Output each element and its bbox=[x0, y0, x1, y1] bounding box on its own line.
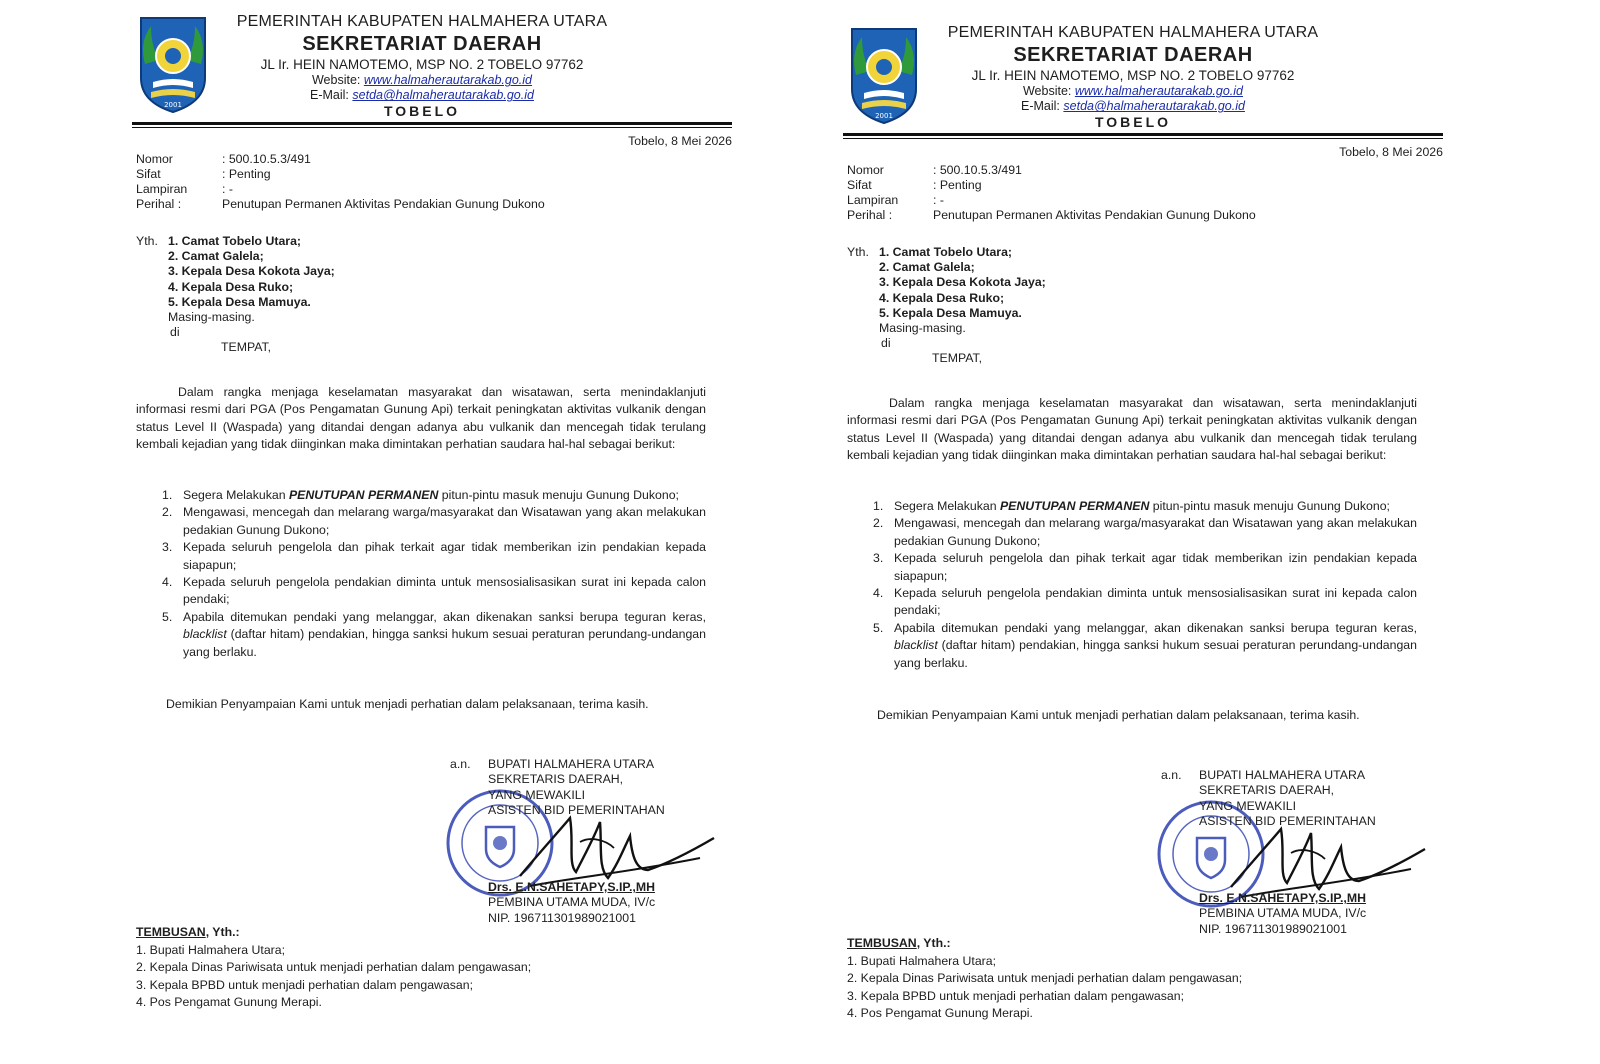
signatory-rank: PEMBINA UTAMA MUDA, IV/c bbox=[1199, 906, 1367, 921]
list-item bbox=[873, 550, 1417, 585]
meta-row bbox=[847, 163, 1427, 178]
instruction-list bbox=[162, 487, 706, 661]
closing-sentence: Demikian Penyampaian Kami untuk menjadi perhatian dalam pelaksanaan, terima kasih. bbox=[166, 697, 649, 711]
list-item-text: Kepada seluruh pengelola pendakian diminta untuk mensosialisasikan surat ini kepada calon pendaki; bbox=[183, 575, 706, 607]
letterhead-rule-thin bbox=[132, 127, 732, 128]
email-link[interactable]: setda@halmaherautarakab.go.id bbox=[1063, 99, 1245, 114]
letterhead-rule-thick bbox=[843, 133, 1443, 136]
website-link[interactable]: www.halmaherautarakab.go.id bbox=[363, 73, 533, 88]
list-item-text-pre: Apabila ditemukan pendaki yang melanggar, akan dikenakan sanksi berupa teguran keras, bbox=[894, 620, 1417, 635]
letterhead-rule-thick bbox=[132, 122, 732, 125]
meta-label: Sifat bbox=[136, 167, 161, 181]
body-paragraph bbox=[847, 395, 1417, 465]
city-name: TOBELO bbox=[1094, 114, 1172, 131]
list-item-text: Kepada seluruh pengelola dan pihak terkait agar tidak memberikan izin pendakian kepada siapapun; bbox=[183, 540, 706, 572]
list-item bbox=[162, 539, 706, 574]
meta-value: : - bbox=[222, 182, 233, 196]
list-item bbox=[873, 585, 1417, 620]
meta-value: : Penting bbox=[222, 167, 271, 181]
meta-row bbox=[136, 182, 716, 197]
list-item-number: 3. bbox=[162, 540, 173, 555]
list-item-text-post: (daftar hitam) pendakian, hingga sanksi hukum sesuai peraturan perundang-undangan yang berlaku. bbox=[894, 638, 1417, 670]
list-item-text bbox=[183, 487, 706, 504]
government-name: PEMERINTAH KABUPATEN HALMAHERA UTARA bbox=[236, 13, 608, 30]
recipient-di: di bbox=[170, 325, 180, 340]
logo-year-text: 2001 bbox=[164, 101, 182, 109]
letter-date: Tobelo, 8 Mei 2026 bbox=[628, 134, 732, 148]
letterhead-rule-thin bbox=[843, 138, 1443, 139]
list-item-number: 3. bbox=[873, 551, 884, 566]
list-item-text-pre: Segera Melakukan bbox=[894, 499, 1000, 513]
list-item-text-post: (daftar hitam) pendakian, hingga sanksi hukum sesuai peraturan perundang-undangan yang berlaku. bbox=[183, 627, 706, 659]
instruction-list bbox=[873, 498, 1417, 672]
email-label: E-Mail: bbox=[1021, 99, 1060, 114]
recipient-item: 2. Camat Galela; bbox=[168, 249, 264, 264]
body-paragraph bbox=[136, 384, 706, 454]
signatory-name: Drs. E.N.SAHETAPY,S.IP.,MH bbox=[488, 880, 655, 895]
meta-row bbox=[847, 193, 1427, 208]
signature-line: YANG MEWAKILI bbox=[488, 787, 586, 802]
meta-label: Perihal : bbox=[847, 208, 893, 222]
list-item-text bbox=[894, 498, 1417, 515]
list-item bbox=[162, 609, 706, 661]
recipient-item: 1. Camat Tobelo Utara; bbox=[168, 234, 302, 248]
signature-line: BUPATI HALMAHERA UTARA bbox=[488, 757, 655, 771]
email-line bbox=[204, 88, 640, 103]
list-item-text: Mengawasi, mencegah dan melarang warga/masyarakat dan Wisatawan yang akan melakukan pedakian Gunung Dukono; bbox=[183, 505, 706, 537]
recipient-item: 4. Kepala Desa Ruko; bbox=[879, 290, 1005, 305]
list-item-number: 4. bbox=[162, 575, 173, 590]
signature-an: a.n. bbox=[1161, 768, 1182, 782]
carbon-copy-block bbox=[136, 924, 696, 1012]
recipient-masing: Masing-masing. bbox=[168, 310, 255, 325]
website-line bbox=[204, 73, 640, 88]
meta-label: Sifat bbox=[847, 178, 872, 192]
cc-item: 3. Kepala BPBD untuk menjadi perhatian dalam pengawasan; bbox=[847, 988, 1185, 1003]
closing-sentence: Demikian Penyampaian Kami untuk menjadi perhatian dalam pelaksanaan, terima kasih. bbox=[877, 708, 1360, 722]
recipient-item: 3. Kepala Desa Kokota Jaya; bbox=[879, 275, 1046, 290]
website-label: Website: bbox=[311, 73, 361, 88]
email-link[interactable]: setda@halmaherautarakab.go.id bbox=[352, 88, 534, 103]
recipient-item: 2. Camat Galela; bbox=[879, 260, 975, 275]
halmahera-utara-emblem-logo bbox=[135, 12, 211, 114]
meta-row bbox=[847, 178, 1427, 193]
cc-heading bbox=[136, 924, 696, 942]
list-item bbox=[873, 498, 1417, 515]
letterhead bbox=[843, 11, 1443, 136]
office-name: SEKRETARIAT DAERAH bbox=[302, 33, 542, 56]
recipient-item: 5. Kepala Desa Mamuya. bbox=[168, 294, 311, 309]
signatory-rank: PEMBINA UTAMA MUDA, IV/c bbox=[488, 895, 656, 910]
meta-row bbox=[136, 152, 716, 167]
signature-space bbox=[1199, 829, 1376, 891]
list-item-number: 1. bbox=[873, 499, 884, 513]
recipient-salutation: Yth. bbox=[847, 245, 869, 259]
recipient-salutation: Yth. bbox=[136, 234, 158, 248]
cc-item: 1. Bupati Halmahera Utara; bbox=[847, 953, 997, 968]
signature-line: ASISTEN BID PEMERINTAHAN bbox=[1199, 813, 1376, 828]
list-item-text-pre: Apabila ditemukan pendaki yang melanggar, akan dikenakan sanksi berupa teguran keras, bbox=[183, 609, 706, 624]
list-item-emphasis: PENUTUPAN PERMANEN bbox=[288, 488, 439, 502]
cc-heading bbox=[847, 935, 1407, 953]
recipient-item: 3. Kepala Desa Kokota Jaya; bbox=[168, 264, 335, 279]
cc-title-suffix: , Yth.: bbox=[916, 936, 951, 950]
letter-meta bbox=[847, 163, 1427, 223]
signature-line: ASISTEN BID PEMERINTAHAN bbox=[488, 802, 665, 817]
email-label: E-Mail: bbox=[310, 88, 349, 103]
meta-value: : 500.10.5.3/491 bbox=[933, 163, 1022, 177]
body-paragraph-text: Dalam rangka menjaga keselamatan masyarakat dan wisatawan, serta menindaklanjuti informasi resmi dari PGA (Pos Pengamatan Gunung Api) terkait peningkatan aktivitas vulkanik dengan status Level II (Waspada) yang ditandai dengan adanya abu vulkanik dan mencegah tidak terulang kembali kejadian yang tidak diinginkan maka dimintakan perhatian saudara hal-hal sebagai berikut: bbox=[136, 385, 706, 452]
recipient-di: di bbox=[881, 336, 891, 351]
cc-item: 2. Kepala Dinas Pariwisata untuk menjadi perhatian dalam pengawasan; bbox=[136, 960, 532, 975]
email-line bbox=[915, 99, 1351, 114]
carbon-copy-block bbox=[847, 935, 1407, 1023]
letter-date: Tobelo, 8 Mei 2026 bbox=[1339, 145, 1443, 159]
list-item-number: 5. bbox=[162, 609, 173, 624]
meta-value: Penutupan Permanen Aktivitas Pendakian Gunung Dukono bbox=[933, 208, 1256, 222]
meta-row bbox=[136, 197, 716, 212]
office-address: JL Ir. HEIN NAMOTEMO, MSP NO. 2 TOBELO 97762 bbox=[260, 57, 584, 73]
recipient-masing: Masing-masing. bbox=[879, 321, 966, 336]
list-item-number: 2. bbox=[873, 516, 884, 531]
recipient-block bbox=[847, 245, 1407, 367]
cc-item: 1. Bupati Halmahera Utara; bbox=[136, 942, 286, 957]
meta-value: : 500.10.5.3/491 bbox=[222, 152, 311, 166]
list-item-number: 1. bbox=[162, 488, 173, 502]
cc-item: 2. Kepala Dinas Pariwisata untuk menjadi perhatian dalam pengawasan; bbox=[847, 971, 1243, 986]
meta-value: Penutupan Permanen Aktivitas Pendakian Gunung Dukono bbox=[222, 197, 545, 211]
list-item-text: Mengawasi, mencegah dan melarang warga/masyarakat dan Wisatawan yang akan melakukan pedakian Gunung Dukono; bbox=[894, 516, 1417, 548]
cc-item: 3. Kepala BPBD untuk menjadi perhatian dalam pengawasan; bbox=[136, 977, 474, 992]
recipient-tempat: TEMPAT, bbox=[932, 351, 983, 366]
letter-copy-right bbox=[843, 11, 1443, 1064]
recipient-item: 5. Kepala Desa Mamuya. bbox=[879, 305, 1022, 320]
halmahera-utara-emblem-logo bbox=[846, 23, 922, 125]
list-item-emphasis: PENUTUPAN PERMANEN bbox=[999, 499, 1150, 513]
government-name: PEMERINTAH KABUPATEN HALMAHERA UTARA bbox=[947, 24, 1319, 41]
list-item-italic: blacklist bbox=[183, 627, 227, 642]
recipient-row bbox=[136, 234, 696, 356]
recipient-list bbox=[879, 245, 1046, 367]
cc-title: TEMBUSAN bbox=[847, 936, 917, 950]
body-paragraph-text: Dalam rangka menjaga keselamatan masyarakat dan wisatawan, serta menindaklanjuti informasi resmi dari PGA (Pos Pengamatan Gunung Api) terkait peningkatan aktivitas vulkanik dengan status Level II (Waspada) yang ditandai dengan adanya abu vulkanik dan mencegah tidak terulang kembali kejadian yang tidak diinginkan maka dimintakan perhatian saudara hal-hal sebagai berikut: bbox=[847, 396, 1417, 463]
list-item-number: 4. bbox=[873, 586, 884, 601]
signature-space bbox=[488, 818, 665, 880]
cc-title-suffix: , Yth.: bbox=[205, 925, 240, 939]
meta-value: : - bbox=[933, 193, 944, 207]
list-item-italic: blacklist bbox=[894, 638, 938, 653]
letterhead-text bbox=[915, 23, 1351, 131]
letter-meta bbox=[136, 152, 716, 212]
cc-item: 4. Pos Pengamat Gunung Merapi. bbox=[136, 995, 322, 1010]
meta-label: Nomor bbox=[847, 163, 884, 177]
signatory-name: Drs. E.N.SAHETAPY,S.IP.,MH bbox=[1199, 891, 1366, 906]
logo-year-text: 2001 bbox=[875, 112, 893, 120]
list-item-text-pre: Segera Melakukan bbox=[183, 488, 289, 502]
office-name: SEKRETARIAT DAERAH bbox=[1013, 44, 1253, 67]
website-link[interactable]: www.halmaherautarakab.go.id bbox=[1074, 84, 1244, 99]
meta-label: Perihal : bbox=[136, 197, 182, 211]
signature-text bbox=[488, 757, 665, 926]
recipient-tempat: TEMPAT, bbox=[221, 340, 272, 355]
signatory-nip: NIP. 196711301989021001 bbox=[488, 910, 636, 925]
recipient-item: 4. Kepala Desa Ruko; bbox=[168, 279, 294, 294]
list-item-text bbox=[183, 609, 706, 661]
list-item bbox=[162, 574, 706, 609]
meta-row bbox=[847, 208, 1427, 223]
letterhead-text bbox=[204, 12, 640, 120]
signature-line: YANG MEWAKILI bbox=[1199, 798, 1297, 813]
signature-line: BUPATI HALMAHERA UTARA bbox=[1199, 768, 1366, 782]
meta-label: Lampiran bbox=[136, 182, 188, 196]
meta-label: Nomor bbox=[136, 152, 173, 166]
letter-copy-left bbox=[132, 0, 732, 1053]
office-address: JL Ir. HEIN NAMOTEMO, MSP NO. 2 TOBELO 97762 bbox=[971, 68, 1295, 84]
cc-title: TEMBUSAN bbox=[136, 925, 206, 939]
list-item bbox=[162, 487, 706, 504]
list-item bbox=[873, 620, 1417, 672]
recipient-row bbox=[847, 245, 1407, 367]
list-item-number: 5. bbox=[873, 620, 884, 635]
meta-label: Lampiran bbox=[847, 193, 899, 207]
signature-an: a.n. bbox=[450, 757, 471, 771]
city-name: TOBELO bbox=[383, 103, 461, 120]
cc-item: 4. Pos Pengamat Gunung Merapi. bbox=[847, 1006, 1033, 1021]
letterhead bbox=[132, 0, 732, 125]
list-item-text-post: pitun-pintu masuk menuju Gunung Dukono; bbox=[1149, 499, 1390, 513]
recipient-item: 1. Camat Tobelo Utara; bbox=[879, 245, 1013, 259]
website-line bbox=[915, 84, 1351, 99]
list-item-text-post: pitun-pintu masuk menuju Gunung Dukono; bbox=[438, 488, 679, 502]
signature-line: SEKRETARIS DAERAH, bbox=[1199, 783, 1335, 798]
recipient-list bbox=[168, 234, 335, 356]
list-item-text: Kepada seluruh pengelola pendakian diminta untuk mensosialisasikan surat ini kepada calon pendaki; bbox=[894, 586, 1417, 618]
list-item bbox=[873, 515, 1417, 550]
list-item-number: 2. bbox=[162, 505, 173, 520]
list-item-text: Kepada seluruh pengelola dan pihak terkait agar tidak memberikan izin pendakian kepada siapapun; bbox=[894, 551, 1417, 583]
signature-text bbox=[1199, 768, 1376, 937]
website-label: Website: bbox=[1022, 84, 1072, 99]
meta-row bbox=[136, 167, 716, 182]
list-item-text bbox=[894, 620, 1417, 672]
meta-value: : Penting bbox=[933, 178, 982, 192]
list-item bbox=[162, 504, 706, 539]
recipient-block bbox=[136, 234, 696, 356]
signature-line: SEKRETARIS DAERAH, bbox=[488, 772, 624, 787]
signatory-nip: NIP. 196711301989021001 bbox=[1199, 921, 1347, 936]
